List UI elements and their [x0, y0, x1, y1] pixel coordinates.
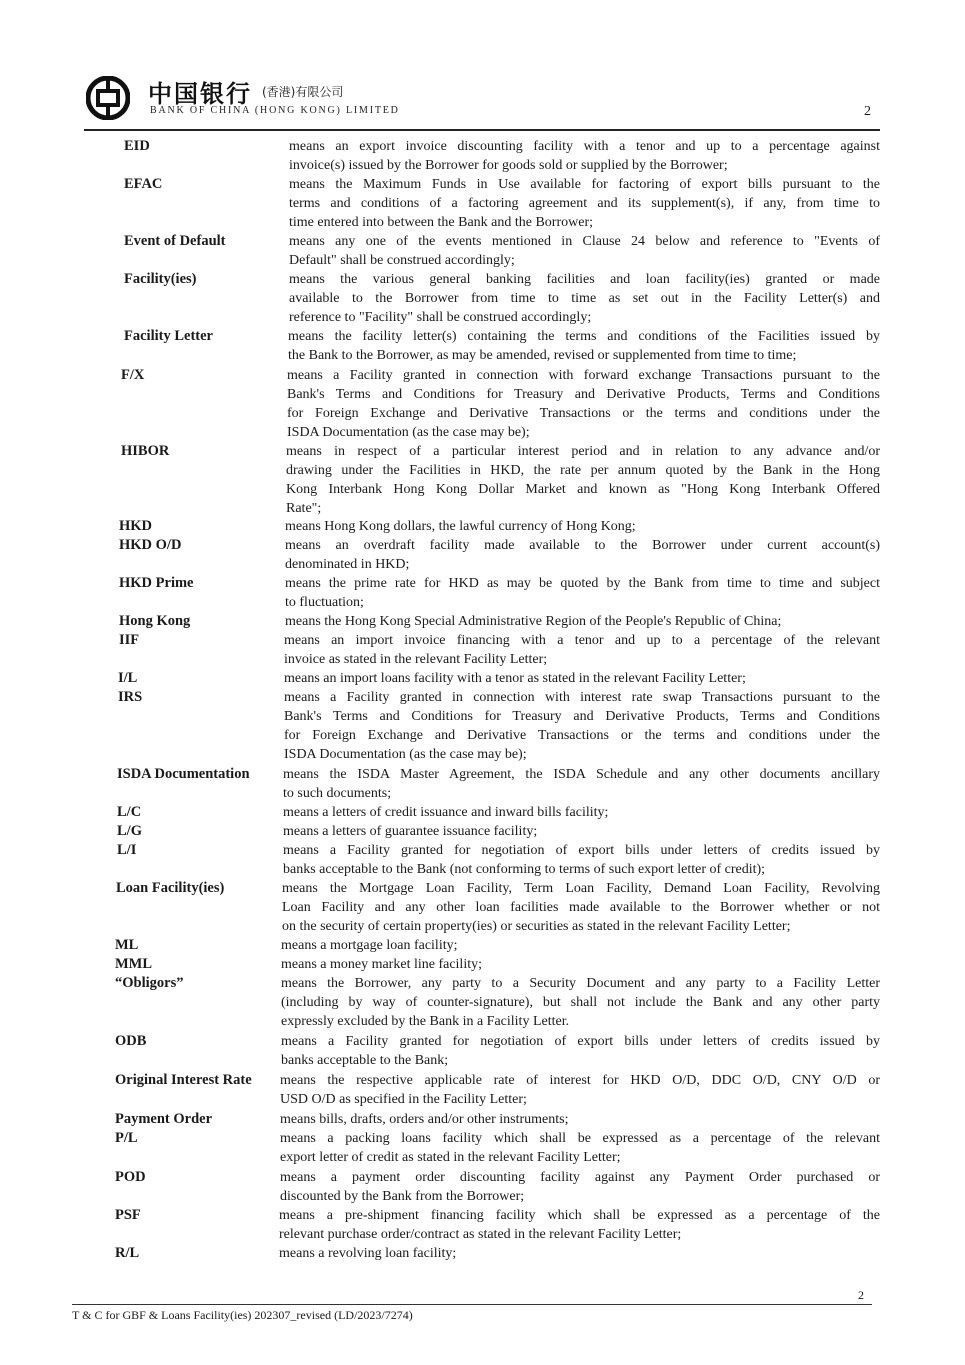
definition-line: available to the Borrower from time to time as set out in the Facility Letter(s) and [289, 291, 880, 306]
glossary-definition [285, 536, 880, 574]
glossary-term: HKD Prime [119, 575, 194, 591]
definition-line: means an export invoice discounting facility with a tenor and up to a percentage against [289, 139, 880, 154]
glossary-term: PSF [115, 1207, 141, 1223]
glossary-term: ML [115, 937, 139, 953]
glossary-definition [286, 442, 880, 518]
glossary-term: “Obligors” [115, 975, 184, 991]
bank-name-english: BANK OF CHINA (HONG KONG) LIMITED [150, 105, 400, 116]
footer-reference: T & C for GBF & Loans Facility(ies) 202307_revised (LD/2023/7274) [72, 1308, 413, 1322]
glossary-term: Hong Kong [119, 613, 191, 629]
definition-line: means a packing loans facility which shall be expressed as a percentage of the relevant [280, 1131, 880, 1146]
glossary-term: HKD [119, 518, 153, 534]
glossary-term: EFAC [124, 176, 163, 192]
definition-line: Kong Interbank Hong Kong Dollar Market and known as "Hong Kong Interbank Offered [286, 482, 880, 497]
glossary-definition [283, 765, 880, 803]
definition-line: Bank's Terms and Conditions for Treasury and Derivative Products, Terms and Conditions [284, 709, 880, 724]
definition-line: means the Borrower, any party to a Security Document and any party to a Facility Letter [281, 976, 880, 991]
definition-line: denominated in HKD; [285, 557, 410, 572]
glossary-definition [289, 175, 880, 232]
definition-line: Default" shall be construed accordingly; [289, 253, 515, 268]
definition-line: means a pre-shipment financing facility which shall be expressed as a percentage of the [279, 1208, 880, 1223]
definition-line: means a letters of credit issuance and inward bills facility; [283, 805, 609, 820]
definition-line: means a mortgage loan facility; [281, 938, 458, 953]
glossary-definition [285, 517, 880, 536]
definition-line: means the various general banking facilities and loan facility(ies) granted or made [289, 272, 880, 287]
definition-line: means the facility letter(s) containing the terms and conditions of the Facilities issued by [288, 329, 880, 344]
definition-line: reference to "Facility" shall be construed accordingly; [289, 310, 592, 325]
definition-line: means the Mortgage Loan Facility, Term Loan Facility, Demand Loan Facility, Revolving [282, 881, 880, 896]
definition-line: means an import invoice financing with a tenor and up to a percentage of the relevant [284, 633, 880, 648]
glossary-definition [282, 879, 880, 936]
definition-line: means an import loans facility with a tenor as stated in the relevant Facility Letter; [284, 671, 746, 686]
glossary-term: R/L [115, 1245, 140, 1261]
definition-line: means a Facility granted for negotiation of export bills under letters of credits issued by [281, 1034, 880, 1049]
glossary-term: HIBOR [121, 443, 170, 459]
glossary-definition [280, 1129, 880, 1167]
definition-line: means Hong Kong dollars, the lawful currency of Hong Kong; [285, 519, 636, 534]
definition-line: export letter of credit as stated in the relevant Facility Letter; [280, 1150, 621, 1165]
glossary-term: Original Interest Rate [115, 1072, 252, 1088]
glossary-definition [283, 822, 880, 841]
glossary-term: ODB [115, 1033, 147, 1049]
glossary-term: P/L [115, 1130, 138, 1146]
glossary-definition [280, 1110, 880, 1129]
definition-line: ISDA Documentation (as the case may be); [284, 747, 527, 762]
definition-line: means bills, drafts, orders and/or other instruments; [280, 1112, 569, 1127]
definition-line: discounted by the Bank from the Borrower; [280, 1189, 525, 1204]
definition-line: ISDA Documentation (as the case may be); [287, 425, 530, 440]
bank-name-chinese: 中国银行 [148, 80, 252, 108]
glossary-definition [283, 803, 880, 822]
glossary-term: I/L [118, 670, 138, 686]
letterhead [86, 74, 886, 124]
glossary-term: EID [124, 138, 150, 154]
glossary-definition [287, 366, 880, 442]
glossary-definition [284, 631, 880, 669]
footer-divider [72, 1304, 872, 1305]
definition-line: time entered into between the Bank and the Borrower; [289, 215, 594, 230]
definition-line: means a Facility granted in connection with forward exchange Transactions pursuant to the [287, 368, 880, 383]
definition-line: for Foreign Exchange and Derivative Transactions or the terms and conditions under the [287, 406, 880, 421]
definition-line: invoice as stated in the relevant Facility Letter; [284, 652, 548, 667]
glossary-term: Event of Default [124, 233, 226, 249]
glossary-term: Payment Order [115, 1111, 213, 1127]
glossary-definition [279, 1206, 880, 1244]
definition-line: means a letters of guarantee issuance facility; [283, 824, 538, 839]
glossary-definition [285, 612, 880, 631]
definition-line: terms and conditions of a factoring agreement and its supplement(s), if any, from time to [289, 196, 880, 211]
definition-line: to fluctuation; [285, 595, 364, 610]
glossary-definition [284, 688, 880, 764]
header-divider [84, 129, 880, 131]
definition-line: means in respect of a particular interest period and in relation to any advance and/or [286, 444, 880, 459]
glossary-definition [281, 936, 880, 955]
definition-line: the Bank to the Borrower, as may be amended, revised or supplemented from time to time; [288, 348, 797, 363]
glossary-term: IIF [119, 632, 140, 648]
definition-line: to such documents; [283, 786, 392, 801]
glossary-definition [281, 955, 880, 974]
definition-line: means a Facility granted in connection with interest rate swap Transactions pursuant to the [284, 690, 880, 705]
definition-line: Loan Facility and any other loan facilities made available to the Borrower whether or not [282, 900, 880, 915]
glossary-term: L/I [117, 842, 137, 858]
definition-line: means the prime rate for HKD as may be quoted by the Bank from time to time and subject [285, 576, 880, 591]
definition-line: Bank's Terms and Conditions for Treasury and Derivative Products, Terms and Conditions [287, 387, 880, 402]
page-number-bottom: 2 [858, 1288, 864, 1302]
definition-line: banks acceptable to the Bank; [281, 1053, 449, 1068]
definition-line: means a Facility granted for negotiation of export bills under letters of credits issued by [283, 843, 880, 858]
glossary-definition [284, 669, 880, 688]
glossary-definition [289, 270, 880, 327]
bank-logo-icon [86, 76, 130, 120]
glossary-definition [279, 1244, 880, 1263]
definition-line: drawing under the Facilities in HKD, the rate per annum quoted by the Bank in the Hong [286, 463, 880, 478]
glossary-term: HKD O/D [119, 537, 182, 553]
definition-line: means any one of the events mentioned in Clause 24 below and reference to "Events of [289, 234, 880, 249]
glossary-definition [281, 1032, 880, 1070]
glossary-term: ISDA Documentation [117, 766, 250, 782]
glossary-term: Loan Facility(ies) [116, 880, 225, 896]
definition-line: means the Maximum Funds in Use available for factoring of export bills pursuant to the [289, 177, 880, 192]
glossary-definition [289, 232, 880, 270]
glossary-term: Facility(ies) [124, 271, 197, 287]
definition-line: expressly excluded by the Bank in a Facility Letter. [281, 1014, 570, 1029]
glossary-definition [280, 1168, 880, 1206]
glossary-term: F/X [121, 367, 145, 383]
bank-name-chinese-suffix: (香港)有限公司 [262, 85, 344, 99]
definition-line: banks acceptable to the Bank (not conforming to terms of such export letter of credit); [283, 862, 766, 877]
definition-line: on the security of certain property(ies) or securities as stated in the relevant Facility Letter; [282, 919, 791, 934]
glossary-definition [288, 327, 880, 365]
definition-line: means a money market line facility; [281, 957, 482, 972]
page-number-top: 2 [864, 104, 871, 119]
definition-line: means a payment order discounting facility against any Payment Order purchased or [280, 1170, 880, 1185]
glossary-term: MML [115, 956, 153, 972]
definition-line: for Foreign Exchange and Derivative Transactions or the terms and conditions under the [284, 728, 880, 743]
definition-line: Rate"; [286, 501, 322, 516]
definition-line: means a revolving loan facility; [279, 1246, 457, 1261]
definition-line: means the Hong Kong Special Administrative Region of the People's Republic of China; [285, 614, 782, 629]
definition-line: USD O/D as specified in the Facility Letter; [280, 1092, 527, 1107]
glossary-term: L/G [117, 823, 142, 839]
glossary-term: Facility Letter [124, 328, 213, 344]
definition-line: relevant purchase order/contract as stated in the relevant Facility Letter; [279, 1227, 682, 1242]
definition-line: means an overdraft facility made available to the Borrower under current account(s) [285, 538, 880, 553]
definition-line: means the respective applicable rate of interest for HKD O/D, DDC O/D, CNY O/D or [280, 1073, 880, 1088]
glossary-term: POD [115, 1169, 146, 1185]
glossary-definition [280, 1071, 880, 1109]
definition-line: invoice(s) issued by the Borrower for goods sold or supplied by the Borrower; [289, 158, 728, 173]
glossary-definition [285, 574, 880, 612]
definition-line: means the ISDA Master Agreement, the ISDA Schedule and any other documents ancillary [283, 767, 880, 782]
glossary-definition [289, 137, 880, 175]
glossary-definition [283, 841, 880, 879]
glossary-definition [281, 974, 880, 1031]
definition-line: (including by way of counter-signature), but shall not include the Bank and any other party [281, 995, 880, 1010]
glossary-term: L/C [117, 804, 142, 820]
glossary-term: IRS [118, 689, 143, 705]
